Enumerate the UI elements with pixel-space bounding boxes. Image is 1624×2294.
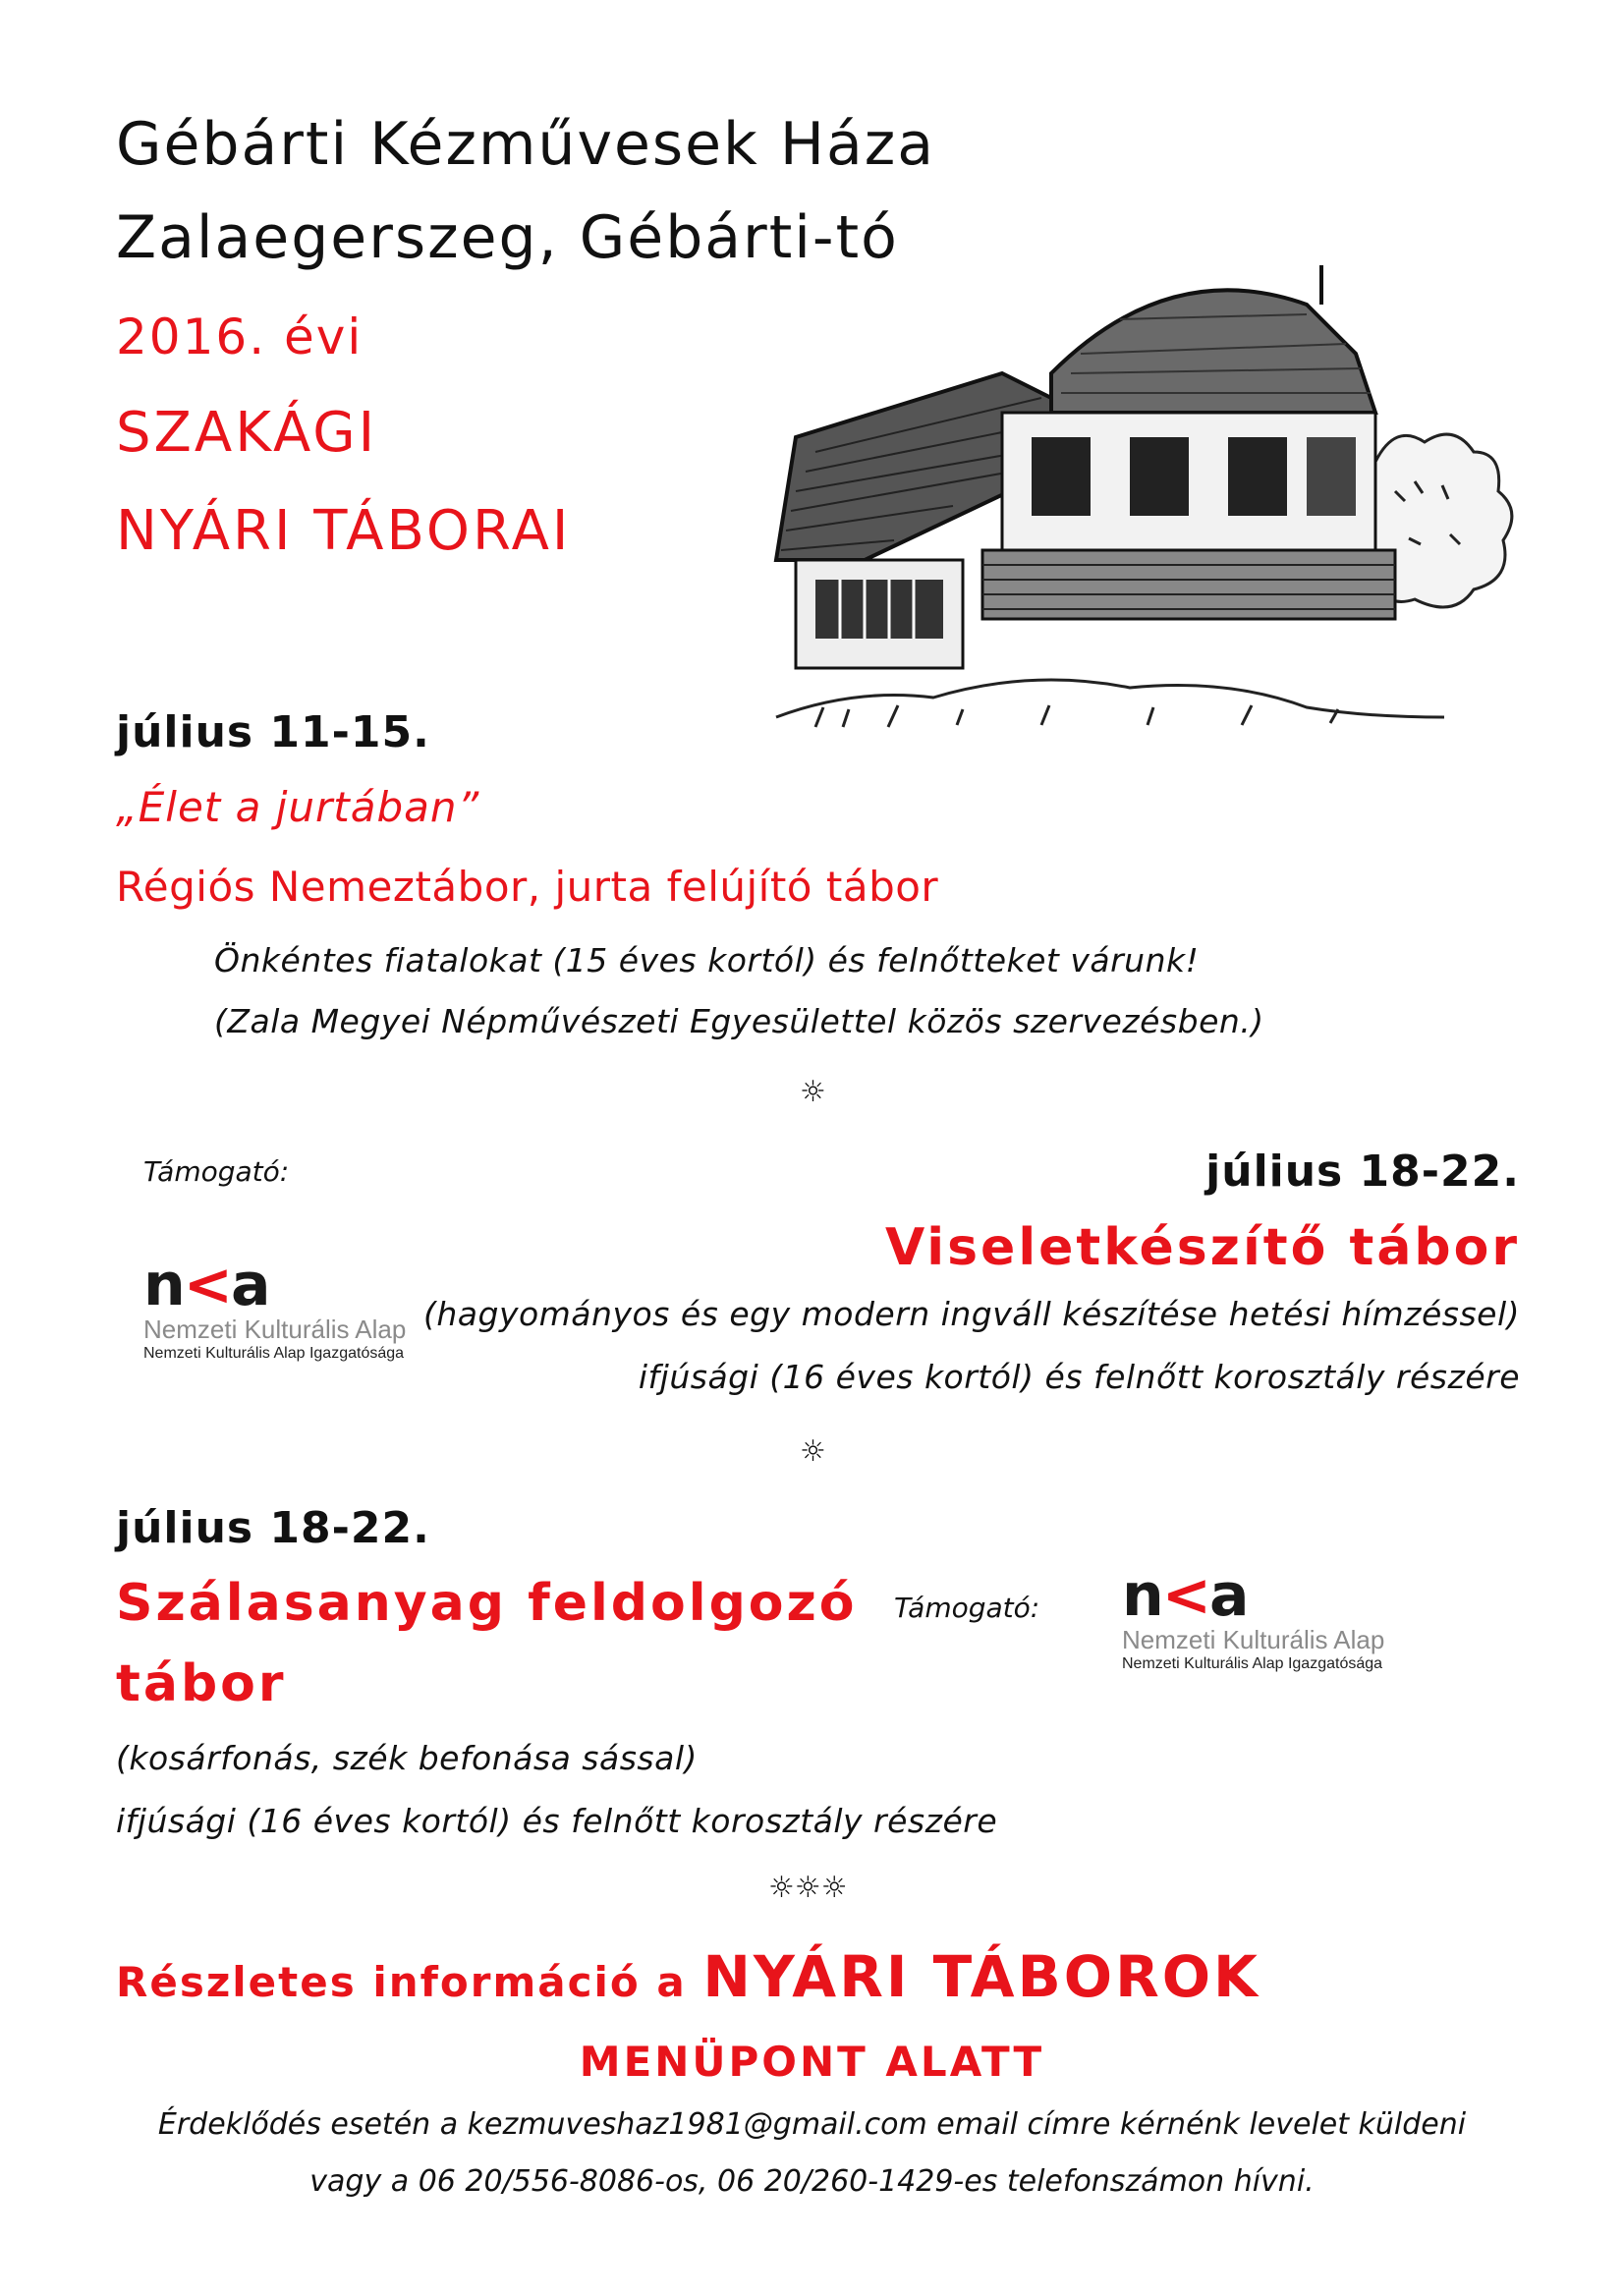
sun-separator-3: ☼☼☼ <box>768 1871 848 1905</box>
camp1-date: július 11-15. <box>116 707 430 757</box>
camp3-supporter-label: Támogató: <box>894 1592 1040 1624</box>
camp2-date: július 18-22. <box>1205 1147 1520 1197</box>
camp1-desc-2: (Zala Megyei Népművészeti Egyesülettel közös szervezésben.) <box>214 1002 1264 1040</box>
header-title-2: NYÁRI TÁBORAI <box>116 499 572 563</box>
camp1-motto: „Élet a jurtában” <box>116 783 480 831</box>
header-year: 2016. évi <box>116 308 364 365</box>
header-line-1: Gébárti Kézművesek Háza <box>116 110 935 179</box>
footer-info-line-1 <box>116 1943 1260 2010</box>
header-line-2: Zalaegerszeg, Gébárti-tó <box>116 203 899 272</box>
nka-logo-sub: Nemzeti Kulturális Alap Igazgatósága <box>143 1345 405 1362</box>
camp1-name: Régiós Nemeztábor, jurta felújító tábor <box>116 863 939 911</box>
camp3-date: július 18-22. <box>116 1503 430 1553</box>
header-title-1: SZAKÁGI <box>116 401 378 465</box>
camp3-desc-2: ifjúsági (16 éves kortól) és felnőtt korosztály részére <box>116 1802 998 1840</box>
camp3-name-1: Szálasanyag feldolgozó <box>116 1574 858 1633</box>
house-illustration <box>756 265 1533 737</box>
camp2-desc-2: ifjúsági (16 éves kortól) és felnőtt korosztály részére <box>638 1358 1520 1396</box>
nka-logo-name: Nemzeti Kulturális Alap <box>143 1315 407 1344</box>
nka-logo-1 <box>143 1251 407 1364</box>
footer-info-part-1: Részletes információ a <box>116 1958 703 2006</box>
sun-separator-1: ☼ <box>800 1075 826 1109</box>
camp3-desc-1: (kosárfonás, szék befonása sással) <box>116 1739 698 1777</box>
nka-logo-name: Nemzeti Kulturális Alap <box>1122 1625 1385 1654</box>
sun-separator-2: ☼ <box>800 1434 826 1469</box>
footer-contact-1: Érdeklődés esetén a kezmuveshaz1981@gmail.com email címre kérnénk levelet küldeni <box>157 2107 1467 2142</box>
nka-logo-2 <box>1122 1561 1385 1674</box>
camp2-name: Viseletkészítő tábor <box>884 1218 1520 1277</box>
nka-logo-mark: n<a <box>143 1251 269 1319</box>
footer-info-part-2: NYÁRI TÁBOROK <box>702 1943 1260 2010</box>
camp1-desc-1: Önkéntes fiatalokat (15 éves kortól) és felnőtteket várunk! <box>214 941 1200 979</box>
camp3-name-2: tábor <box>116 1654 287 1713</box>
footer-contact-2: vagy a 06 20/556-8086-os, 06 20/260-1429-es telefonszámon hívni. <box>309 2164 1315 2199</box>
nka-logo-mark: n<a <box>1122 1561 1248 1630</box>
nka-logo-sub: Nemzeti Kulturális Alap Igazgatósága <box>1122 1655 1383 1672</box>
footer-info-line-2: MENÜPONT ALATT <box>579 2038 1045 2086</box>
camp2-supporter-label: Támogató: <box>143 1155 290 1188</box>
camp2-desc-1: (hagyományos és egy modern ingváll készítése hetési hímzéssel) <box>422 1295 1520 1333</box>
